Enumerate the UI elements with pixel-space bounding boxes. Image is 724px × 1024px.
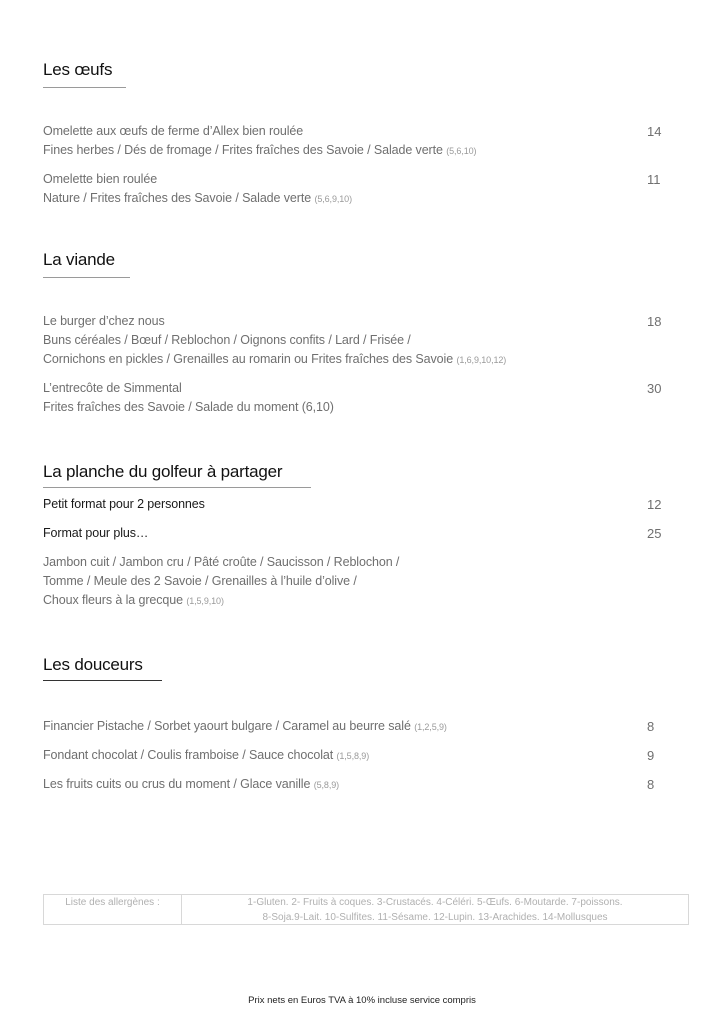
allergen-table-label: Liste des allergènes : — [44, 895, 182, 924]
planche-details: Tomme / Meule des 2 Savoie / Grenailles à l’huile d’olive / — [43, 574, 357, 588]
item-price: 14 — [647, 124, 662, 139]
item-name: Petit format pour 2 personnes — [43, 497, 205, 511]
item-details: Frites fraîches des Savoie / Salade du moment (6,10) — [43, 400, 334, 414]
item-price: 18 — [647, 314, 662, 329]
item-name: L’entrecôte de Simmental — [43, 381, 182, 395]
allergen-codes: (5,8,9) — [313, 780, 340, 790]
item-price: 8 — [647, 777, 655, 792]
item-details: Buns céréales / Bœuf / Reblochon / Oignons confits / Lard / Frisée / — [43, 333, 411, 347]
item-price: 12 — [647, 497, 662, 512]
section-title-douceurs: Les douceurs — [43, 655, 143, 674]
section-underline — [43, 680, 162, 681]
item-price: 30 — [647, 381, 662, 396]
section-title-viande: La viande — [43, 250, 115, 269]
allergen-table-list — [182, 895, 688, 924]
allergen-line: 1-Gluten. 2- Fruits à coques. 3-Crustacés. 4-Céléri. 5-Œufs. 6-Moutarde. 7-poissons. — [247, 897, 623, 908]
item-name: Fondant chocolat / Coulis framboise / Sauce chocolat (1,5,8,9) — [43, 748, 370, 762]
allergen-line: 8-Soja.9-Lait. 10-Sulfites. 11-Sésame. 12-Lupin. 13-Arachides. 14-Mollusques — [262, 912, 608, 923]
item-name: Le burger d’chez nous — [43, 314, 165, 328]
allergen-codes: (1,5,8,9) — [336, 751, 370, 761]
item-details: Cornichons en pickles / Grenailles au romarin ou Frites fraîches des Savoie (1,6,9,10,12) — [43, 352, 507, 366]
section-underline — [43, 487, 311, 488]
allergen-codes: (5,6,9,10) — [314, 194, 352, 204]
allergen-codes: (1,6,9,10,12) — [456, 355, 507, 365]
allergen-codes: (1,5,9,10) — [186, 596, 224, 606]
section-title-planche: La planche du golfeur à partager — [43, 462, 283, 481]
item-details: Nature / Frites fraîches des Savoie / Salade verte (5,6,9,10) — [43, 191, 352, 205]
item-details: Fines herbes / Dés de fromage / Frites fraîches des Savoie / Salade verte (5,6,10) — [43, 143, 477, 157]
item-price: 11 — [647, 172, 661, 187]
planche-details: Choux fleurs à la grecque (1,5,9,10) — [43, 593, 224, 607]
section-underline — [43, 277, 130, 278]
item-price: 9 — [647, 748, 655, 763]
item-name: Omelette bien roulée — [43, 172, 158, 186]
item-price: 8 — [647, 719, 655, 734]
item-name: Omelette aux œufs de ferme d’Allex bien roulée — [43, 124, 304, 138]
item-price: 25 — [647, 526, 662, 541]
item-name: Les fruits cuits ou crus du moment / Glace vanille (5,8,9) — [43, 777, 340, 791]
allergen-codes: (5,6,10) — [446, 146, 477, 156]
price-footer-note: Prix nets en Euros TVA à 10% incluse service compris — [248, 995, 476, 1006]
section-underline — [43, 87, 126, 88]
section-title-oeufs: Les œufs — [43, 60, 113, 79]
planche-details: Jambon cuit / Jambon cru / Pâté croûte / Saucisson / Reblochon / — [43, 555, 400, 569]
allergen-table — [43, 894, 689, 925]
item-name: Format pour plus… — [43, 526, 149, 540]
item-name: Financier Pistache / Sorbet yaourt bulgare / Caramel au beurre salé (1,2,5,9) — [43, 719, 447, 733]
allergen-codes: (1,2,5,9) — [414, 722, 447, 732]
